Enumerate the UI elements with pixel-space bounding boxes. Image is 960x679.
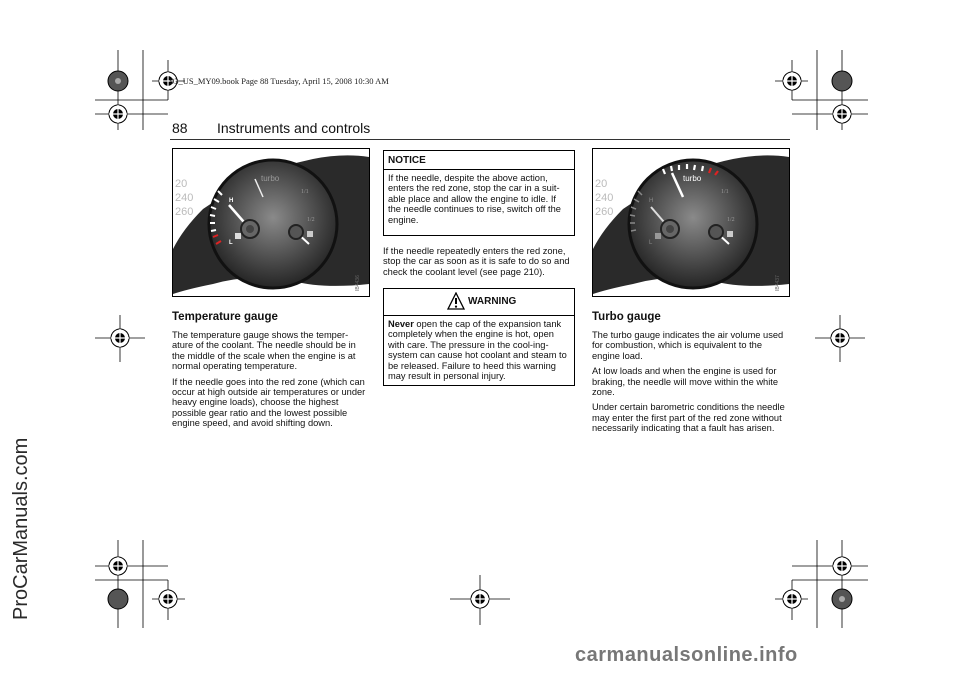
speed-tick-2: 240 [595,192,614,204]
temperature-heading: Temperature gauge [172,311,278,323]
warning-body [384,316,574,385]
figure-code: IB4436 [355,275,361,291]
fuel-half-label: 1/2 [727,217,735,223]
turbo-paragraph-3: Under certain barometric conditions the needle may enter the first part of the red zone without necessarily indicating that a fault has arisen. [592,402,785,434]
header-rule [170,139,790,140]
speed-tick-2: 240 [175,192,194,204]
speed-tick-3: 260 [595,206,614,218]
temperature-gauge-figure [172,148,370,297]
turbo-heading: Turbo gauge [592,311,661,323]
turbo-dial-label: turbo [261,174,280,183]
notice-text: If the needle, despite the above action, enters the red zone, stop the car in a suit-able place and allow the engine to idle. If the needle continues to rise, switch off the engine. [388,173,561,225]
turbo-dial-label: turbo [683,174,702,183]
temperature-gauge-illustration [173,149,369,296]
notice-box [383,150,575,236]
warning-bold-lead: Never [388,319,414,329]
side-watermark-text: ProCarManuals.com [10,437,32,620]
fuel-icon [727,231,733,237]
speed-tick-1: 20 [175,178,188,190]
page-title: Instruments and controls [217,120,371,136]
speed-tick-1: 20 [595,178,608,190]
speed-tick-3: 260 [175,206,194,218]
fuel-full-label: 1/1 [301,189,309,195]
fuel-icon [307,231,313,237]
turbo-paragraph-1: The turbo gauge indicates the air volume used for combustion, which is equivalent to the engine load. [592,330,784,361]
warning-text: open the cap of the expansion tank completely when the engine is hot, open with care. The pressure in the cool-ing-system can cause hot coolant and steam to be released. Failure to heed this warning may result in personal injury. [388,319,567,382]
coolant-icon [655,233,661,239]
warning-box [383,288,575,386]
temp-lo-label: L [229,240,233,246]
coolant-check-paragraph: If the needle repeatedly enters the red zone, stop the car as soon as it is safe to do so and check the coolant level (see page 210). [383,246,570,277]
turbo-gauge-figure [592,148,790,297]
coolant-icon [235,233,241,239]
warning-title: WARNING [468,296,517,307]
fuel-half-label: 1/2 [307,217,315,223]
print-slug: 93_US_MY09.book Page 88 Tuesday, April 15, 2008 10:30 AM [170,76,389,86]
warning-header [384,289,574,316]
turbo-paragraph-2: At low loads and when the engine is used for braking, the needle will move within the white zone. [592,366,779,398]
temperature-paragraph-2: If the needle goes into the red zone (which can occur at high outside air temperatures or under heavy engine loads), choose the highest possible gear ratio and the lowest possible engine speed, and avoid shifting down. [172,376,366,429]
figure-code: IB4437 [775,275,781,291]
turbo-gauge-illustration [593,149,789,296]
page-number: 88 [172,120,188,136]
bottom-watermark: carmanualsonline.info [575,644,798,666]
warning-triangle-icon [447,292,465,310]
temp-hi-label: H [229,198,234,204]
fuel-full-label: 1/1 [721,189,729,195]
temp-lo-label: L [649,240,653,246]
notice-title: NOTICE [384,151,574,170]
temperature-paragraph-1: The temperature gauge shows the temper-ature of the coolant. The needle should be in the middle of the scale when the engine is at normal operating temperature. [172,330,356,372]
temp-hi-label: H [649,198,654,204]
